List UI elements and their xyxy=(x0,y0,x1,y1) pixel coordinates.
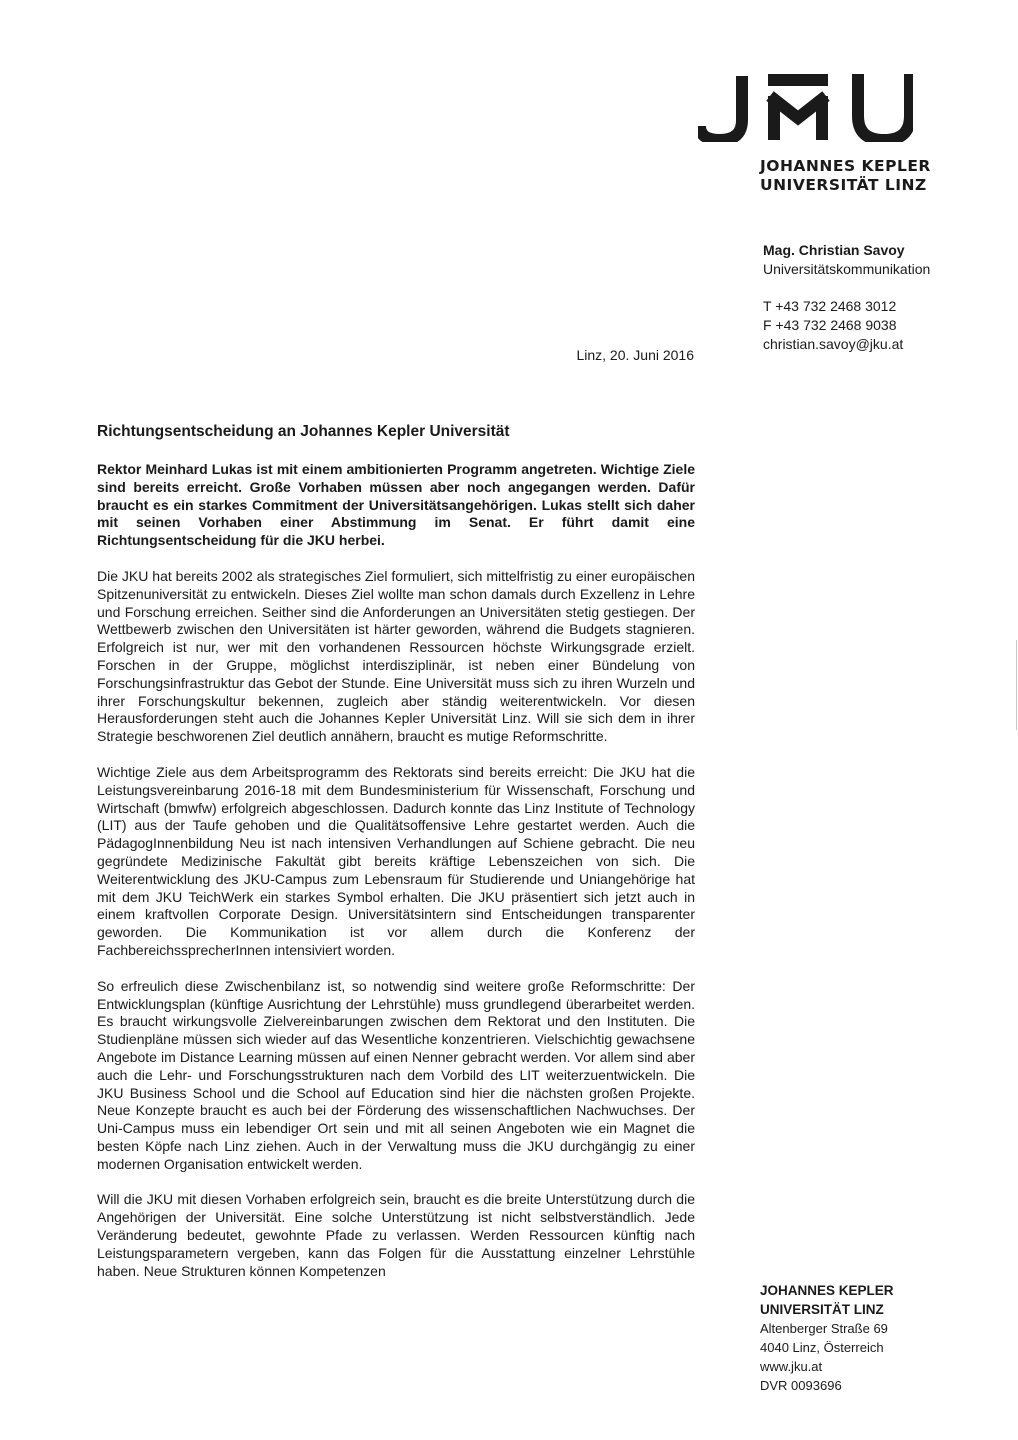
logo-line-1: JOHANNES KEPLER xyxy=(760,157,931,175)
page-edge-mark xyxy=(1016,640,1017,730)
address-dvr: DVR 0093696 xyxy=(760,1378,842,1393)
address-org-line-1: JOHANNES KEPLER xyxy=(760,1283,894,1298)
article-headline: Richtungsentscheidung an Johannes Kepler Universität xyxy=(97,423,510,440)
article-body xyxy=(97,422,695,1280)
article-paragraph-2: Wichtige Ziele aus dem Arbeitsprogramm des Rektorats sind bereits erreicht: Die JKU hat die Leistungsvereinbarung 2016-18 mit dem Bundesministerium für Wissenschaft, Forschung und Wirtschaft (bmwfw) erfolgreich abgeschlossen. Dadurch konnte das Linz Institute of Technology (LIT) aus der Taufe gehoben und die Qualitätsoffensive Lehre gestartet werden. Auch die PädagogInnenbildung Neu ist nach intensiven Verhandlungen auf Schiene gebracht. Die neu gegründete Medizinische Fakultät gibt bereits kräftige Lebenszeichen von sich. Die Weiterentwicklung des JKU-Campus zum Lebensraum für Studierende und Uniangehörige hat mit dem JKU TeichWerk ein starkes Symbol erhalten. Die JKU präsentiert sich jetzt auch in einem kraftvollen Corporate Design. Universitätsintern sind Entscheidungen transparenter geworden. Die Kommunikation ist vor allem durch die Konferenz der FachbereichssprecherInnen intensiviert worden. xyxy=(97,763,695,958)
article-paragraph-1: Die JKU hat bereits 2002 als strategisches Ziel formuliert, sich mittelfristig zu einer europäischen Spitzenuniversität zu entwickeln. Dieses Ziel wollte man schon damals durch Exzellenz in Lehre und Forschung erreichen. Seither sind die Anforderungen an Universitäten stetig gestiegen. Der Wettbewerb zwischen den Universitäten ist härter geworden, während die Budgets stagnieren. Erfolgreich ist nur, wer mit den vorhandenen Ressourcen höchste Wirkungsgrade erzielt. Forschen in der Gruppe, möglichst interdisziplinär, ist neben einer Bündelung von Forschungsinfrastruktur das Gebot der Stunde. Eine Universität muss sich zu ihren Wurzeln und ihrer Forschungskultur bekennen, zugleich aber ständig weiterentwickeln. Vor diesen Herausforderungen steht auch die Johannes Kepler Universität Linz. Will sie sich dem in ihrer Strategie beschworenen Ziel deutlich annähern, braucht es mutige Reformschritte. xyxy=(97,567,695,745)
contact-block xyxy=(763,241,1003,354)
logo-line-2: UNIVERSITÄT LINZ xyxy=(760,176,927,194)
logo-wordmark xyxy=(760,157,960,195)
address-city: 4040 Linz, Österreich xyxy=(760,1340,884,1355)
address-org-line-2: UNIVERSITÄT LINZ xyxy=(760,1302,884,1317)
address-block xyxy=(760,1281,990,1395)
address-web[interactable]: www.jku.at xyxy=(760,1359,823,1374)
spacer xyxy=(763,279,1003,297)
contact-email[interactable]: christian.savoy@jku.at xyxy=(763,336,904,352)
article-paragraph-4: Will die JKU mit diesen Vorhaben erfolgreich sein, braucht es die breite Unterstützung durch die Angehörigen der Universität. Eine solche Unterstützung ist nicht selbstverständlich. Jede Veränderung bedeutet, gewohnte Pfade zu verlassen. Werden Ressourcen künftig nach Leistungsparametern vergeben, kann das Folgen für die Ausstattung einzelner Lehrstühle haben. Neue Strukturen können Kompetenzen xyxy=(97,1191,695,1279)
article-paragraph-3: So erfreulich diese Zwischenbilanz ist, so notwendig sind weitere große Reformschritte: Der Entwicklungsplan (künftige Ausrichtung der Lehrstühle) muss grundlegend überarbeitet werden. Es braucht wirkungsvolle Zielvereinbarungen zwischen dem Rektorat und den Instituten. Die Studienpläne müssen sich wieder auf das Wesentliche konzentrieren. Vielschichtig gewachsene Angebote im Distance Learning müssen auf einen Nenner gebracht werden. Vor allem sind aber auch die Lehr- und Forschungsstrukturen nach dem Vorbild des LIT weiterzuentwickeln. Die JKU Business School und die School auf Education sind hier die nächsten großen Projekte. Neue Konzepte braucht es auch bei der Förderung des wissenschaftlichen Nachwuchses. Der Uni-Campus muss ein lebendiger Ort sein und mit all seinen Angeboten wie ein Magnet die besten Köpfe nach Linz ziehen. Auch in der Verwaltung muss die JKU durchgängig zu einer modernen Organisation entwickelt werden. xyxy=(97,977,695,1172)
contact-name: Mag. Christian Savoy xyxy=(763,242,905,258)
jku-logo-icon xyxy=(698,72,913,142)
contact-fax: F +43 732 2468 9038 xyxy=(763,317,897,333)
contact-department: Universitätskommunikation xyxy=(763,261,931,277)
address-street: Altenberger Straße 69 xyxy=(760,1321,888,1336)
letter-date: Linz, 20. Juni 2016 xyxy=(576,347,694,363)
article-lead: Rektor Meinhard Lukas ist mit einem ambitionierten Programm angetreten. Wichtige Ziele sind bereits erreicht. Große Vorhaben müssen aber noch angegangen werden. Dafür braucht es ein starkes Commitment der Universitätsangehörigen. Lukas stellt sich daher mit seinen Vorhaben einer Abstimmung im Senat. Er führt damit eine Richtungsentscheidung für die JKU herbei. xyxy=(97,461,695,549)
contact-phone: T +43 732 2468 3012 xyxy=(763,298,897,314)
